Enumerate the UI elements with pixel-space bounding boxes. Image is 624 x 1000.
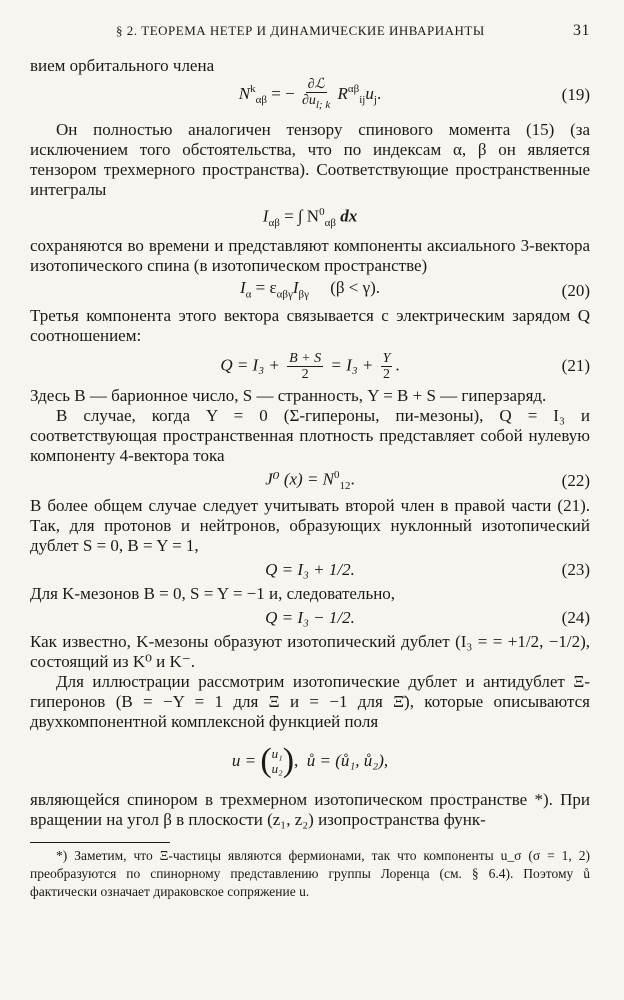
equation-19: $N^k_{\alpha\beta}$ = − $\frac{\text{∂ℒ}}{\partial u_{l; k}}$ $R^{\alpha\beta}_{ij}u_j$. (19)	[238, 77, 590, 111]
running-header	[30, 22, 590, 40]
equation-integral: $I_{\alpha\beta}$ = ∫ $N^0_{\alpha\beta}$ dx	[262, 206, 358, 230]
text-line-1: вием орбитального члена	[30, 56, 215, 75]
paragraph-11: являющейся спинором в трехмерном изотопическом пространстве *). При вращении на угол β в плоскости (z₁, z₂) изопространства функ-	[30, 790, 590, 829]
footnote	[30, 842, 590, 901]
equation-23: Q = I₃ + 1/2. (23)	[265, 560, 590, 579]
equation-field-u: u = ( u₁ u₂ ) , ů = (ů₁, ů₂),	[231, 742, 389, 779]
eq-label-19: (19)	[561, 85, 590, 104]
footnote-text: *) Заметим, что Ξ-частицы являются фермионами, так что компоненты u_σ (σ = 1, 2) преобразуются по спинорному представлению группы Лоренца (см. § 6.4). Поэтому ů фактически означает дираковское сопряжение u.	[30, 848, 590, 899]
paragraph-2: Он полностью аналогичен тензору спинового момента (15) (за исключением того обстоятельства, что по индексам α, β он является тензором трехмерного пространства). Соответствующие пространственные интегралы	[30, 120, 590, 199]
paragraph-9: Как известно, K-мезоны образуют изотопический дублет (I₃ = = +1/2, −1/2), состоящий из K⁰ и K⁻.	[30, 632, 590, 671]
equation-20: $I_\alpha = \varepsilon_{\alpha\beta\gamma}I_{\beta\gamma}$ (β < γ). (20)	[239, 277, 590, 301]
eq-label-24: (24)	[561, 608, 590, 627]
eq-label-21: (21)	[561, 356, 590, 375]
eq-label-22: (22)	[561, 471, 590, 490]
equation-21: Q = I₃ + $\frac{B + S}{2}$ = I₃ + $\frac{Y}{2}$ . (21)	[220, 350, 590, 382]
paragraph-6: В случае, когда Y = 0 (Σ-гипероны, пи-мезоны), Q = I₃ и соответствующая пространственная плотность представляет собой нулевую компоненту 4-вектора тока	[30, 406, 590, 465]
eq-label-20: (20)	[561, 281, 590, 300]
paragraph-4: Третья компонента этого вектора связывается с электрическим зарядом Q соотношением:	[30, 306, 590, 345]
eq-label-23: (23)	[561, 560, 590, 579]
paragraph-3: сохраняются во времени и представляют компоненты аксиального 3-вектора изотопического спина (в изотопическом пространстве)	[30, 236, 590, 275]
page-number: 31	[573, 22, 590, 39]
paragraph-8: Для K-мезонов B = 0, S = Y = −1 и, следовательно,	[30, 584, 396, 603]
equation-24: Q = I₃ − 1/2. (24)	[265, 608, 590, 627]
equation-22: J⁰ $(x) = N^0_{12}$. (22)	[265, 469, 590, 493]
paragraph-10: Для иллюстрации рассмотрим изотопические дублет и антидублет Ξ-гиперонов (B = −Y = 1 для Ξ и = −1 для Ξ̄), которые описываются двухкомпонентной комплексной функцией поля	[30, 672, 590, 731]
header-title: § 2. ТЕОРЕМА НЕТЕР И ДИНАМИЧЕСКИЕ ИНВАРИАНТЫ	[116, 23, 485, 38]
paragraph-5: Здесь B — барионное число, S — странность, Y = B + S — гиперзаряд.	[30, 386, 547, 405]
footnote-rule	[30, 842, 170, 843]
page	[30, 22, 590, 901]
paragraph-7: В более общем случае следует учитывать второй член в правой части (21). Так, для протонов и нейтронов, образующих нуклонный изотопический дублет S = 0, B = Y = 1,	[30, 496, 590, 555]
